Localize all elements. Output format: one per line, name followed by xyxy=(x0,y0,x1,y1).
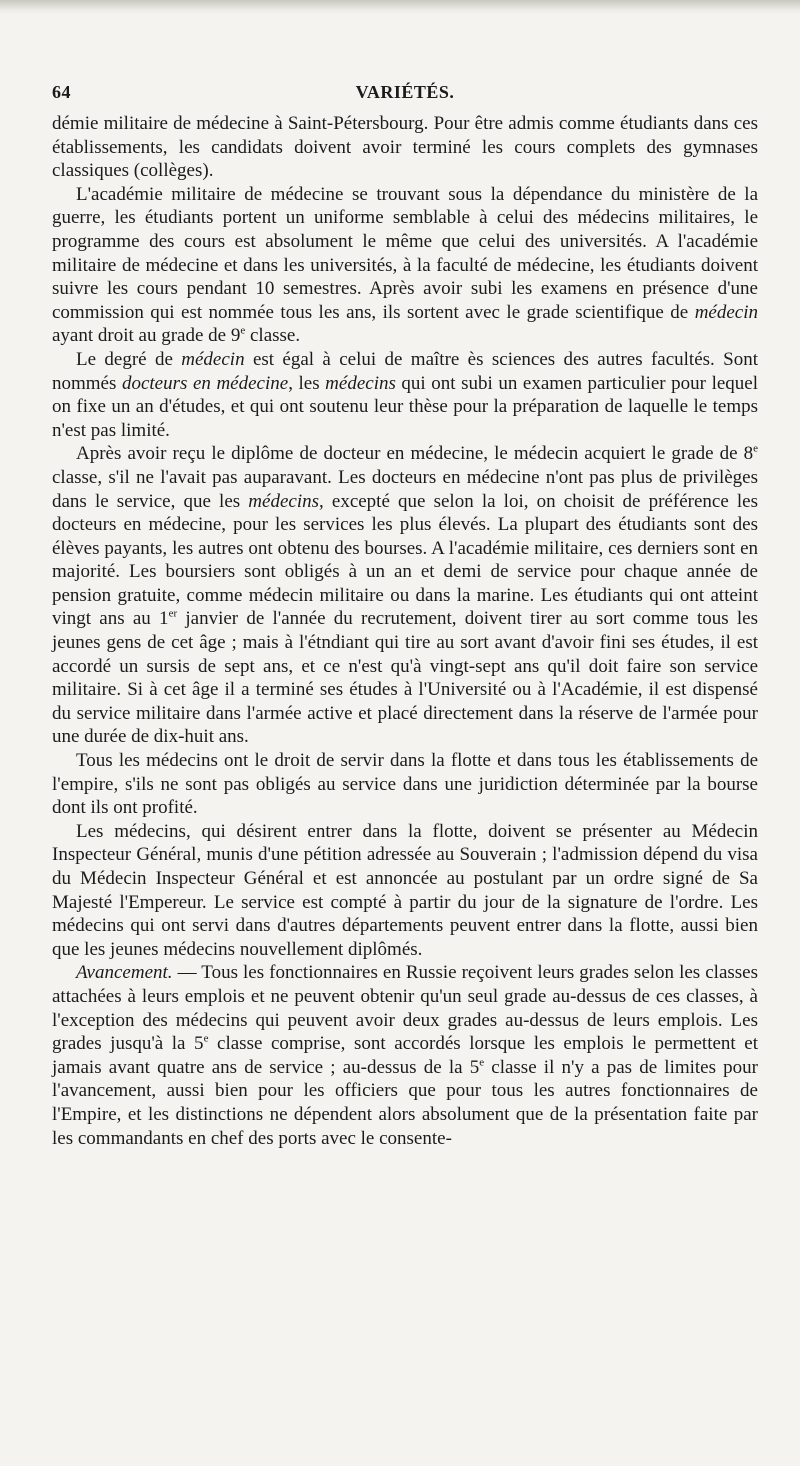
paragraph xyxy=(52,348,758,442)
page-body xyxy=(52,112,758,1150)
text-run: Après avoir reçu le diplôme de docteur en médecine, le médecin acquiert le grade de 8 xyxy=(76,443,754,465)
text-run: est égal à celui de maître ès sciences des autres facultés. Sont nommés xyxy=(52,348,758,394)
italic-text: médecins xyxy=(325,372,396,394)
page-header xyxy=(52,78,758,112)
text-run: L'académie militaire de médecine se trouvant sous la dépendance du ministère de la guerre, les étudiants portent un uniforme semblable à celui des médecins militaires, le programme des cours est absolument le même que celui des universités. A l'académie militaire de médecine et dans les universités, à la faculté de médecine, les étudiants doivent suivre les cours pendant 10 semestres. Après avoir subi les examens en présence d'une commission qui est nommée tous les ans, ils sortent avec le grade scientifique de xyxy=(52,183,758,323)
paragraph xyxy=(52,112,758,183)
text-run: démie militaire de médecine à Saint-Pétersbourg. Pour être admis comme étudiants dans ces établissements, les candidats doivent avoir terminé les cours complets des gymnases classiques (collèges). xyxy=(52,113,758,182)
text-run: Tous les médecins ont le droit de servir dans la flotte et dans tous les établissements de l'empire, s'ils ne sont pas obligés au service dans une juridiction déterminée par la bourse dont ils ont profité. xyxy=(52,750,758,819)
text-run: classe. xyxy=(245,325,301,347)
book-page xyxy=(52,78,758,1150)
scan-edge xyxy=(0,0,800,14)
italic-text: médecin xyxy=(694,301,758,323)
text-run: janvier de l'année du recrutement, doivent tirer au sort comme tous les jeunes gens de cet âge ; mais à l'étndiant qui tire au sort avant d'avoir fini ses études, il est accordé un sursis de sept ans, et ce n'est qu'à vingt-sept ans qu'il doit faire son service militaire. Si à cet âge il a terminé ses études à l'Université ou à l'Académie, il est dispensé du service militaire dans l'armée active et placé directement dans la réserve de l'armée pour une durée de dix-huit ans. xyxy=(52,608,758,748)
superscript: e xyxy=(240,325,246,338)
superscript: e xyxy=(753,442,758,455)
italic-text: docteurs en médecine xyxy=(121,372,289,394)
superscript: er xyxy=(168,608,178,621)
paragraph xyxy=(52,183,758,348)
text-run: classe, s'il ne l'avait pas auparavant. Les docteurs en médecine n'ont pas plus de privilèges dans le service, que les xyxy=(52,466,758,512)
text-run: — Tous les fonctionnaires en Russie reçoivent leurs grades selon les classes attachées à leurs emplois et ne peuvent obtenir qu'un seul grade au-dessus de ces classes, à l'exception des médecins qui peuvent avoir deux grades au-dessus de leurs emplois. Les grades jusqu'à la 5 xyxy=(52,962,758,1055)
text-run: , excepté que selon la loi, on choisit de préférence les docteurs en médecine, pour les services les plus élevés. La plupart des étudiants sont des élèves payants, les autres ont obtenu des bourses. A l'académie militaire, ces derniers sont en majorité. Les boursiers sont obligés à un an et demi de service pour chaque année de pension gratuite, comme médecin militaire ou dans la marine. Les étudiants qui ont atteint vingt ans au 1 xyxy=(52,490,758,630)
italic-text: médecin xyxy=(181,348,245,370)
text-run: qui ont subi un examen particulier pour lequel on fixe un an d'études, et qui ont soutenu leur thèse pour la préparation de laquelle le temps n'est pas limité. xyxy=(52,372,758,441)
superscript: e xyxy=(479,1056,485,1069)
paragraph xyxy=(52,820,758,962)
text-run: , les xyxy=(288,372,326,394)
paragraph xyxy=(52,442,758,749)
text-run: Le degré de xyxy=(76,348,182,370)
superscript: e xyxy=(203,1032,209,1045)
text-run: classe il n'y a pas de limites pour l'avancement, aussi bien pour les officiers que pour tous les autres fonctionnaires de l'Empire, et les distinctions ne dépendent alors absolument que de la présentation faite par les commandants en chef des ports avec le consente- xyxy=(52,1056,759,1149)
text-run: ayant droit au grade de 9 xyxy=(52,325,241,347)
paragraph xyxy=(52,749,758,820)
page-number: 64 xyxy=(52,82,71,102)
text-run: classe comprise, sont accordés lorsque les emplois le permettent et jamais avant quatre ans de service ; au-dessus de la 5 xyxy=(52,1033,758,1078)
italic-text: médecins xyxy=(248,490,319,512)
text-run: Les médecins, qui désirent entrer dans la flotte, doivent se présenter au Médecin Inspecteur Général, munis d'une pétition adressée au Souverain ; l'admission dépend du visa du Médecin Inspecteur Général et est annoncée au postulant par un ordre signé de Sa Majesté l'Empereur. Le service est compté à partir du jour de la signature de l'ordre. Les médecins qui ont servi dans d'autres départements peuvent entrer dans la flotte, aussi bien que les jeunes médecins nouvellement diplômés. xyxy=(52,820,758,960)
paragraph xyxy=(52,961,758,1150)
running-head: VARIÉTÉS. xyxy=(355,82,455,102)
italic-text: Avancement. xyxy=(76,962,173,984)
